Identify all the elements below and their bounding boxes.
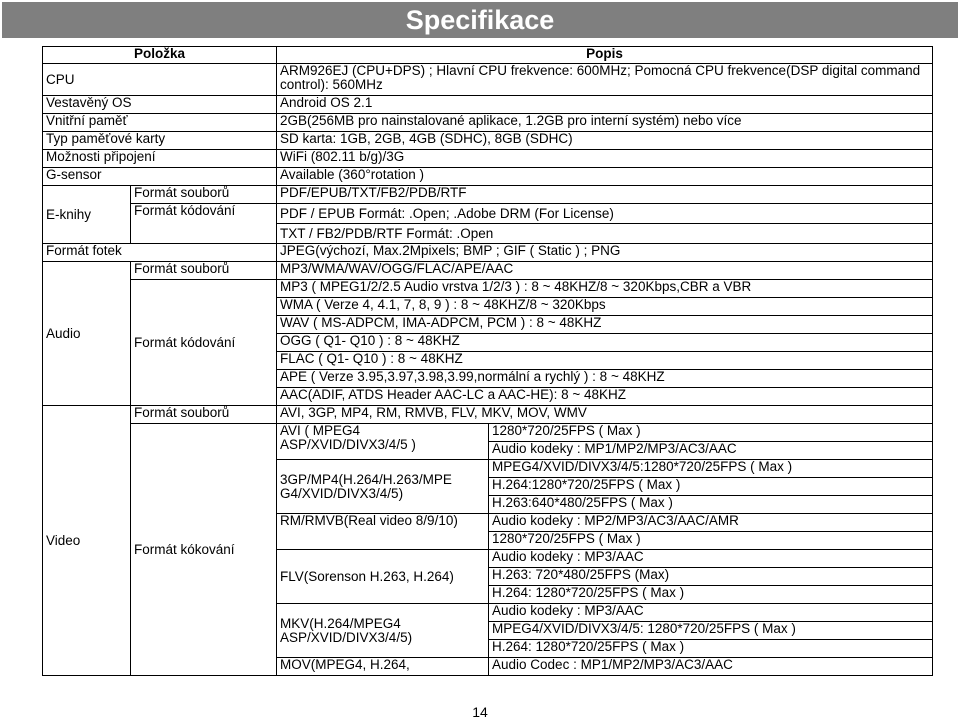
audio-coding: WMA ( Verze 4, 4.1, 7, 8, 9 ) : 8 ~ 48KHZ/8 ~ 320Kbps — [277, 298, 933, 316]
ebook-coding: PDF / EPUB Formát: .Open; .Adobe DRM (For License) — [277, 204, 933, 224]
spec-table — [42, 46, 933, 676]
audio-coding: OGG ( Q1- Q10 ) : 8 ~ 48KHZ — [277, 334, 933, 352]
audio-coding: FLAC ( Q1- Q10 ) : 8 ~ 48KHZ — [277, 352, 933, 370]
row-value: WiFi (802.11 b/g)/3G — [277, 150, 933, 168]
video-format: FLV(Sorenson H.263, H.264) — [277, 550, 489, 604]
audio-coding: AAC(ADIF, ATDS Header AAC-LC a AAC-HE): 8 ~ 48KHZ — [277, 388, 933, 406]
title-bar — [2, 2, 958, 38]
video-detail: Audio kodeky : MP2/MP3/AC3/AAC/AMR — [489, 514, 933, 532]
video-detail: Audio Codec : MP1/MP2/MP3/AC3/AAC — [489, 658, 933, 676]
video-format: 3GP/MP4(H.264/H.263/MPE G4/XVID/DIVX3/4/5) — [277, 460, 489, 514]
ebook-file-format-label: Formát souborů — [131, 186, 277, 204]
ebook-coding: TXT / FB2/PDB/RTF Formát: .Open — [277, 224, 933, 244]
row-label: Možnosti připojení — [43, 150, 277, 168]
video-format: RM/RMVB(Real video 8/9/10) — [277, 514, 489, 550]
row-value: SD karta: 1GB, 2GB, 4GB (SDHC), 8GB (SDHC) — [277, 132, 933, 150]
video-detail: H.264: 1280*720/25FPS ( Max ) — [489, 640, 933, 658]
video-row — [43, 406, 933, 424]
audio-row — [43, 280, 933, 298]
video-coding-label: Formát kókování — [131, 424, 277, 676]
video-detail: Audio kodeky : MP3/AAC — [489, 604, 933, 622]
video-label: Video — [43, 406, 131, 676]
video-detail: H.263:640*480/25FPS ( Max ) — [489, 496, 933, 514]
video-detail: MPEG4/XVID/DIVX3/4/5:1280*720/25FPS ( Max ) — [489, 460, 933, 478]
row-label: G-sensor — [43, 168, 277, 186]
video-detail: 1280*720/25FPS ( Max ) — [489, 424, 933, 442]
video-detail: Audio kodeky : MP1/MP2/MP3/AC3/AAC — [489, 442, 933, 460]
page-title: Specifikace — [405, 5, 555, 35]
audio-label: Audio — [43, 262, 131, 406]
video-format: MOV(MPEG4, H.264, — [277, 658, 489, 676]
ebook-row — [43, 186, 933, 204]
table-row — [43, 168, 933, 186]
row-value: Android OS 2.1 — [277, 96, 933, 114]
video-detail: H.264:1280*720/25FPS ( Max ) — [489, 478, 933, 496]
table-header-row — [43, 47, 933, 64]
audio-file-format-label: Formát souborů — [131, 262, 277, 280]
video-row — [43, 424, 933, 442]
audio-coding: MP3 ( MPEG1/2/2.5 Audio vrstva 1/2/3 ) : 8 ~ 48KHZ/8 ~ 320Kbps,CBR a VBR — [277, 280, 933, 298]
video-detail: MPEG4/XVID/DIVX3/4/5: 1280*720/25FPS ( Max ) — [489, 622, 933, 640]
video-detail: H.263: 720*480/25FPS (Max) — [489, 568, 933, 586]
header-item: Položka — [43, 47, 277, 64]
video-detail: 1280*720/25FPS ( Max ) — [489, 532, 933, 550]
video-detail: Audio kodeky : MP3/AAC — [489, 550, 933, 568]
table-row — [43, 96, 933, 114]
row-value: 2GB(256MB pro nainstalované aplikace, 1.2GB pro interní systém) nebo více — [277, 114, 933, 132]
video-format: MKV(H.264/MPEG4 ASP/XVID/DIVX3/4/5) — [277, 604, 489, 658]
audio-coding: WAV ( MS-ADPCM, IMA-ADPCM, PCM ) : 8 ~ 48KHZ — [277, 316, 933, 334]
table-row — [43, 64, 933, 96]
table-row — [43, 132, 933, 150]
row-label: Vnitřní paměť — [43, 114, 277, 132]
ebook-label: E-knihy — [43, 186, 131, 244]
ebook-coding-label: Formát kódování — [131, 204, 277, 244]
video-format: AVI ( MPEG4 ASP/XVID/DIVX3/4/5 ) — [277, 424, 489, 460]
table-row — [43, 150, 933, 168]
audio-coding: APE ( Verze 3.95,3.97,3.98,3.99,normální a rychlý ) : 8 ~ 48KHZ — [277, 370, 933, 388]
row-label: CPU — [43, 64, 277, 96]
row-label: Vestavěný OS — [43, 96, 277, 114]
audio-row — [43, 262, 933, 280]
ebook-file-format: PDF/EPUB/TXT/FB2/PDB/RTF — [277, 186, 933, 204]
row-value: ARM926EJ (CPU+DPS) ; Hlavní CPU frekvence: 600MHz; Pomocná CPU frekvence(DSP digital command control): 560MHz — [277, 64, 933, 96]
video-file-format-label: Formát souborů — [131, 406, 277, 424]
row-label: Typ paměťové karty — [43, 132, 277, 150]
photo-label: Formát fotek — [43, 244, 277, 262]
ebook-row — [43, 204, 933, 224]
photo-row — [43, 244, 933, 262]
audio-coding-label: Formát kódování — [131, 280, 277, 406]
page-number: 14 — [472, 704, 488, 720]
audio-file-format: MP3/WMA/WAV/OGG/FLAC/APE/AAC — [277, 262, 933, 280]
row-value: Available (360°rotation ) — [277, 168, 933, 186]
header-desc: Popis — [277, 47, 933, 64]
video-detail: H.264: 1280*720/25FPS ( Max ) — [489, 586, 933, 604]
table-row — [43, 114, 933, 132]
video-file-format: AVI, 3GP, MP4, RM, RMVB, FLV, MKV, MOV, WMV — [277, 406, 933, 424]
photo-desc: JPEG(výchozí, Max.2Mpixels; BMP ; GIF ( Static ) ; PNG — [277, 244, 933, 262]
